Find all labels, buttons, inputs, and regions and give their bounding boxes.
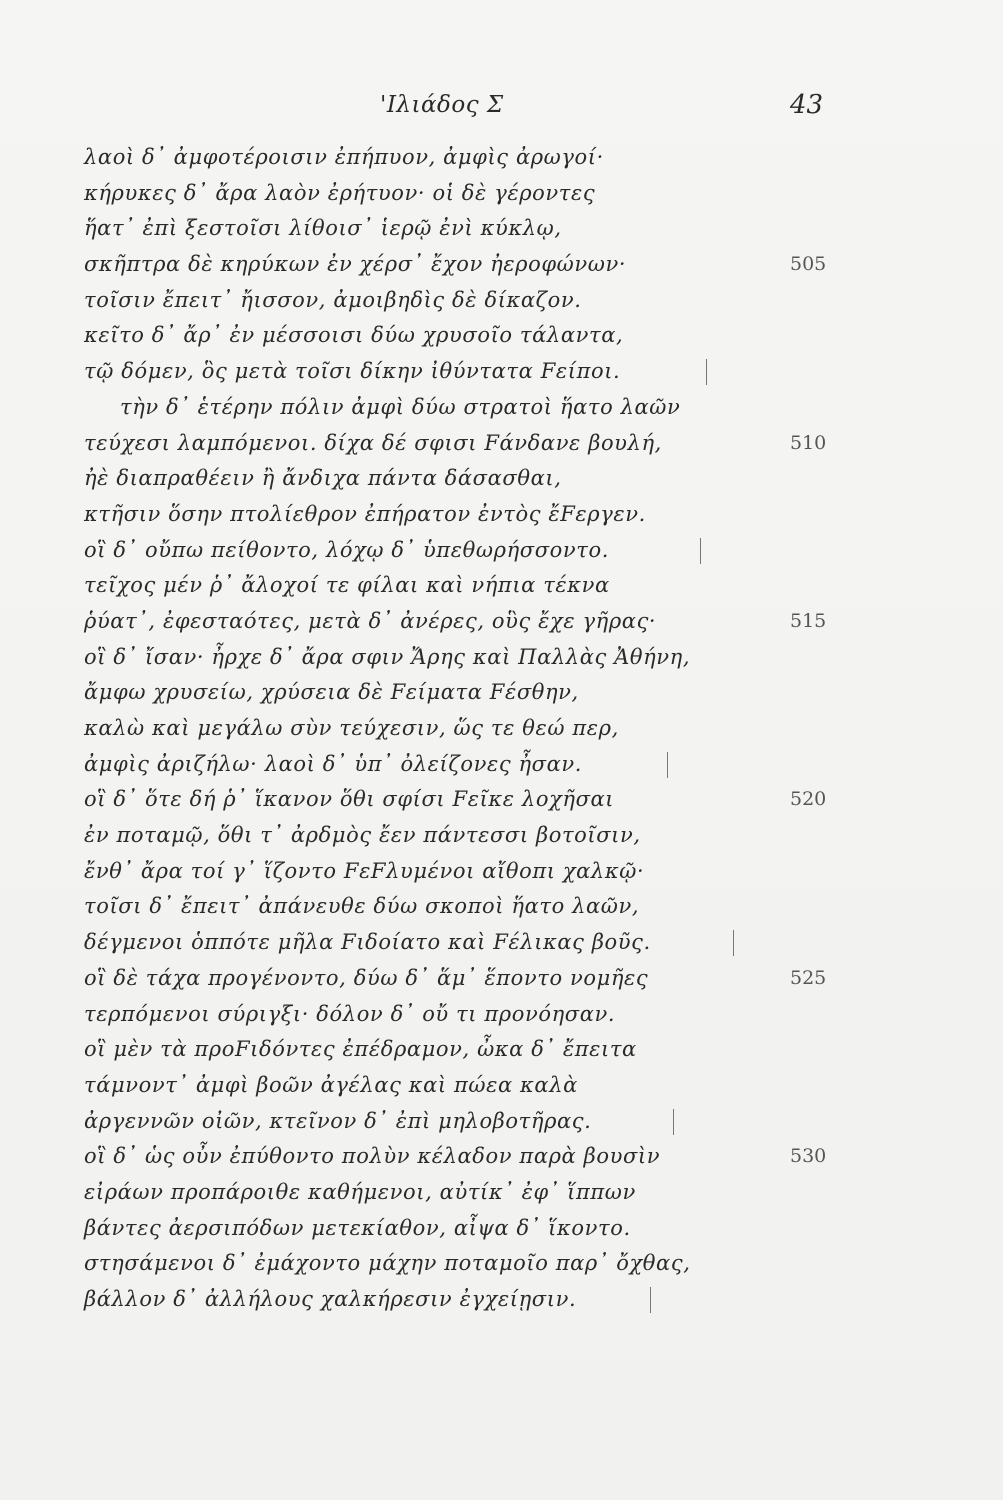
verse-text: καλὼ καὶ μεγάλω σὺν τεύχεσιν, ὥς τε θεώ περ,: [84, 716, 619, 740]
verse-line: [0, 997, 1003, 1033]
verse-text: λαοὶ δ᾽ ἀμφοτέροισιν ἐπήπυον, ἀμφὶς ἀρωγοί·: [84, 145, 604, 169]
verse-line: [0, 925, 1003, 961]
verse-text: ῥύατ᾽, ἐφεσταότες, μετὰ δ᾽ ἀνέρες, οὓς ἔχε γῆρας·: [84, 608, 657, 633]
verse-text: οἳ δὲ τάχα προγένοντο, δύω δ᾽ ἅμ᾽ ἕποντο νομῆες: [84, 965, 649, 990]
verse-text: τοῖσιν ἔπειτ᾽ ἤισσον, ἀμοιβηδὶς δὲ δίκαζον.: [84, 287, 582, 312]
line-number: 525: [790, 966, 827, 989]
verse-text: ἐν ποταμῷ, ὅθι τ᾽ ἀρδμὸς ἔεν πάντεσσι βοτοῖσιν,: [84, 823, 641, 848]
verse-text: ἔνθ᾽ ἄρα τοί γ᾽ ἵζοντο FεFλυμένοι αἴθοπι χαλκῷ·: [84, 858, 645, 883]
verse-line: [0, 211, 1003, 247]
line-number: 505: [790, 253, 827, 276]
verse-text: εἰράων προπάροιθε καθήμενοι, αὐτίκ᾽ ἐφ᾽ ἵππων: [84, 1179, 636, 1204]
verse-text: δέγμενοι ὁππότε μῆλα Fιδοίατο καὶ Fέλικας βοῦς.: [84, 930, 651, 955]
verse-line: [0, 604, 1003, 640]
verse-text: βάλλον δ᾽ ἀλλήλους χαλκήρεσιν ἐγχείῃσιν.: [84, 1287, 577, 1311]
verse-line: [0, 497, 1003, 533]
verse-line: [0, 461, 1003, 497]
verse-line: [0, 1139, 1003, 1175]
line-number: 520: [790, 788, 827, 811]
verse-line: [0, 1282, 1003, 1318]
verse-block: [0, 140, 1003, 1318]
verse-line: [0, 747, 1003, 783]
verse-line: [0, 1032, 1003, 1068]
verse-text: τάμνοντ᾽ ἀμφὶ βοῶν ἀγέλας καὶ πώεα καλὰ: [84, 1072, 578, 1097]
verse-line: [0, 782, 1003, 818]
section-marker: [673, 1109, 674, 1135]
verse-text: οἳ δ᾽ οὔπω πείθοντο, λόχῳ δ᾽ ὑπεθωρήσσοντο.: [84, 537, 609, 562]
verse-text: ἀμφὶς ἀριζήλω· λαοὶ δ᾽ ὑπ᾽ ὀλείζονες ἦσαν.: [84, 751, 583, 776]
verse-text: κήρυκες δ᾽ ἄρα λαὸν ἐρήτυον· οἱ δὲ γέροντες: [84, 180, 596, 205]
section-marker: [700, 538, 701, 564]
verse-text: τερπόμενοι σύριγξι· δόλον δ᾽ οὔ τι προνόησαν.: [84, 1001, 616, 1026]
verse-text: τεῖχος μέν ῥ᾽ ἄλοχοί τε φίλαι καὶ νήπια τέκνα: [84, 573, 610, 598]
verse-text: κτῆσιν ὅσην πτολίεθρον ἐπήρατον ἐντὸς ἔFεργεν.: [84, 501, 646, 526]
verse-text: τεύχεσι λαμπόμενοι. δίχα δέ σφισι Fάνδανε βουλή,: [84, 430, 662, 455]
verse-line: [0, 533, 1003, 569]
verse-text: ἄμφω χρυσείω, χρύσεια δὲ Fείματα Fέσθην,: [84, 680, 579, 705]
verse-line: [0, 1211, 1003, 1247]
line-number: 515: [790, 609, 827, 632]
section-marker: [706, 359, 707, 385]
verse-line: [0, 675, 1003, 711]
page-number: 43: [790, 90, 824, 120]
verse-text: οἳ δ᾽ ἴσαν· ἦρχε δ᾽ ἄρα σφιν Ἄρης καὶ Παλλὰς Ἀθήνη,: [84, 644, 691, 669]
section-marker: [650, 1287, 651, 1313]
verse-text: οἳ μὲν τὰ προFιδόντες ἐπέδραμον, ὦκα δ᾽ ἔπειτα: [84, 1037, 637, 1062]
verse-line: [0, 176, 1003, 212]
verse-line: [0, 1068, 1003, 1104]
verse-line: [0, 283, 1003, 319]
verse-text: οἳ δ᾽ ὡς οὖν ἐπύθοντο πολὺν κέλαδον παρὰ βουσὶν: [84, 1144, 661, 1169]
verse-line: [0, 1175, 1003, 1211]
verse-line: [0, 247, 1003, 283]
verse-text: σκῆπτρα δὲ κηρύκων ἐν χέρσ᾽ ἔχον ἠεροφώνων·: [84, 252, 627, 277]
verse-text: ἥατ᾽ ἐπὶ ξεστοῖσι λίθοισ᾽ ἱερῷ ἐνὶ κύκλῳ,: [84, 216, 562, 241]
verse-line: [0, 640, 1003, 676]
verse-line: [0, 854, 1003, 890]
section-marker: [733, 930, 734, 956]
verse-line: [0, 318, 1003, 354]
verse-line: [0, 390, 1003, 426]
verse-text: ἠὲ διαπραθέειν ἢ ἄνδιχα πάντα δάσασθαι,: [84, 466, 562, 491]
verse-line: [0, 818, 1003, 854]
verse-line: [0, 140, 1003, 176]
verse-line: [0, 426, 1003, 462]
verse-line: [0, 568, 1003, 604]
verse-text: βάντες ἀερσιπόδων μετεκίαθον, αἶψα δ᾽ ἵκοντο.: [84, 1215, 631, 1240]
line-number: 510: [790, 431, 827, 454]
verse-text: τοῖσι δ᾽ ἔπειτ᾽ ἀπάνευθε δύω σκοποὶ ἥατο λαῶν,: [84, 894, 640, 919]
verse-text: στησάμενοι δ᾽ ἐμάχοντο μάχην ποταμοῖο παρ᾽ ὄχθας,: [84, 1251, 691, 1276]
section-marker: [667, 752, 668, 778]
verse-line: [0, 711, 1003, 747]
verse-line: [0, 961, 1003, 997]
verse-line: [0, 1246, 1003, 1282]
verse-line: [0, 889, 1003, 925]
verse-text: τὴν δ᾽ ἑτέρην πόλιν ἀμφὶ δύω στρατοὶ ἥατο λαῶν: [120, 394, 681, 419]
verse-text: οἳ δ᾽ ὅτε δή ῥ᾽ ἵκανον ὅθι σφίσι Fεῖκε λοχῆσαι: [84, 787, 615, 812]
running-head-title: 'Ιλιάδος Σ: [380, 92, 504, 118]
line-number: 530: [790, 1145, 827, 1168]
verse-text: κεῖτο δ᾽ ἄρ᾽ ἐν μέσσοισι δύω χρυσοῖο τάλαντα,: [84, 323, 624, 348]
verse-text: τῷ δόμεν, ὃς μετὰ τοῖσι δίκην ἰθύντατα Fείποι.: [84, 359, 621, 384]
verse-line: [0, 1104, 1003, 1140]
verse-line: [0, 354, 1003, 390]
verse-text: ἀργεννῶν οἰῶν, κτεῖνον δ᾽ ἐπὶ μηλοβοτῆρας.: [84, 1108, 592, 1133]
